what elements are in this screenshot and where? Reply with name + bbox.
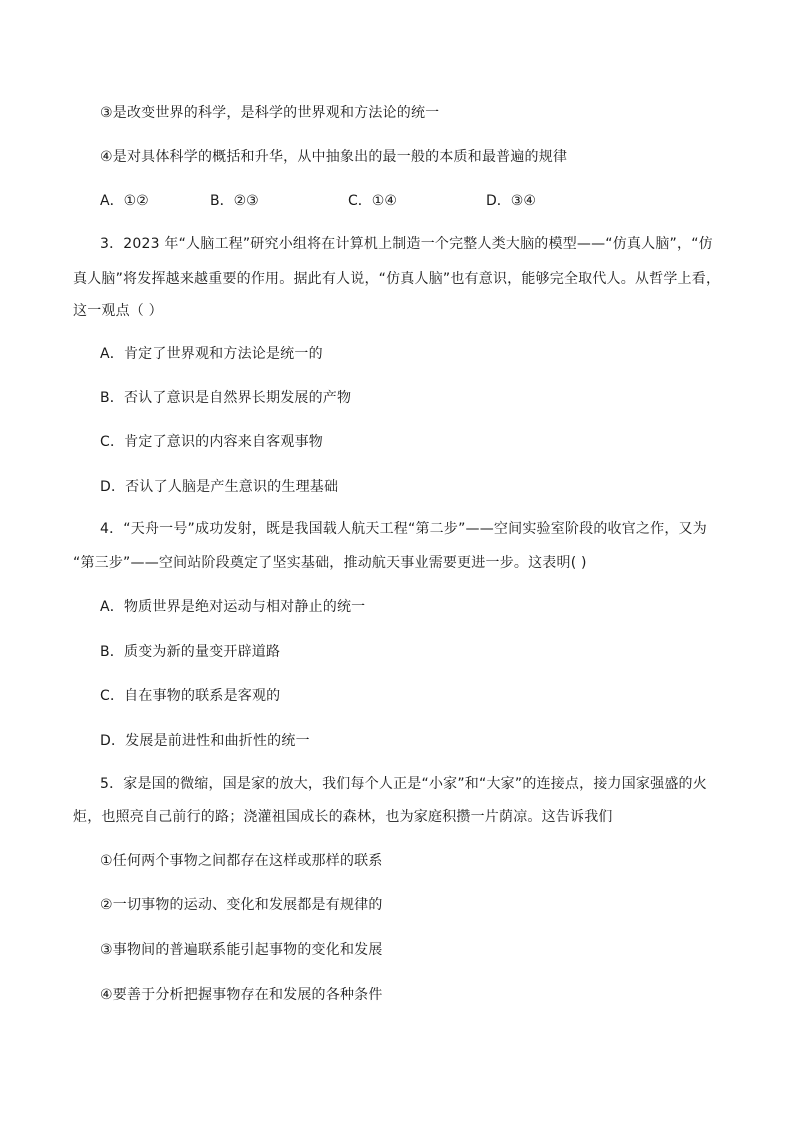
q4-option-a: A．物质世界是绝对运动与相对静止的统一 xyxy=(100,599,366,615)
q2-option-d: D．③④ xyxy=(486,193,536,209)
q5-stem-line-1: 5．家是国的微缩，国是家的放大，我们每个人正是“小家”和“大家”的连接点，接力国家强盛的火 xyxy=(100,776,707,792)
q4-option-b: B．质变为新的量变开辟道路 xyxy=(100,644,281,660)
q5-statement-4: ④要善于分析把握事物存在和发展的各种条件 xyxy=(100,987,383,1003)
q4-stem-line-1: 4．“天舟一号”成功发射，既是我国载人航天工程“第二步”——空间实验室阶段的收官之作，又为 xyxy=(100,521,707,537)
q2-option-c: C．①④ xyxy=(348,193,397,209)
q3-option-b: B．否认了意识是自然界长期发展的产物 xyxy=(100,390,352,406)
q4-option-d: D．发展是前进性和曲折性的统一 xyxy=(100,733,310,749)
q5-statement-2: ②一切事物的运动、变化和发展都是有规律的 xyxy=(100,897,383,913)
q4-option-c: C．自在事物的联系是客观的 xyxy=(100,688,281,704)
q2-option-a: A．①② xyxy=(100,193,149,209)
q3-option-d: D．否认了人脑是产生意识的生理基础 xyxy=(100,479,339,495)
q4-stem-line-2: “第三步”——空间站阶段奠定了坚实基础，推动航天事业需要更进一步。这表明( ) xyxy=(73,555,587,571)
q2-statement-3: ③是改变世界的科学，是科学的世界观和方法论的统一 xyxy=(100,105,440,121)
q5-stem-line-2: 炬，也照亮自己前行的路；浇灌祖国成长的森林，也为家庭积攒一片荫凉。这告诉我们 xyxy=(73,809,613,825)
q5-statement-3: ③事物间的普遍联系能引起事物的变化和发展 xyxy=(100,942,383,958)
q3-option-a: A．肯定了世界观和方法论是统一的 xyxy=(100,346,323,362)
q5-statement-1: ①任何两个事物之间都存在这样或那样的联系 xyxy=(100,853,383,869)
q3-stem-line-2: 真人脑”将发挥越来越重要的作用。据此有人说，“仿真人脑”也有意识，能够完全取代人。从哲学上看， xyxy=(73,271,721,287)
q2-option-b: B．②③ xyxy=(210,193,259,209)
q3-option-c: C．肯定了意识的内容来自客观事物 xyxy=(100,434,323,450)
q2-statement-4: ④是对具体科学的概括和升华，从中抽象出的最一般的本质和最普遍的规律 xyxy=(100,149,568,165)
q3-stem-line-1: 3．2023 年“人脑工程”研究小组将在计算机上制造一个完整人类大脑的模型——“仿真人脑”，“仿 xyxy=(100,236,713,252)
q3-stem-line-3: 这一观点（ ） xyxy=(73,303,163,319)
